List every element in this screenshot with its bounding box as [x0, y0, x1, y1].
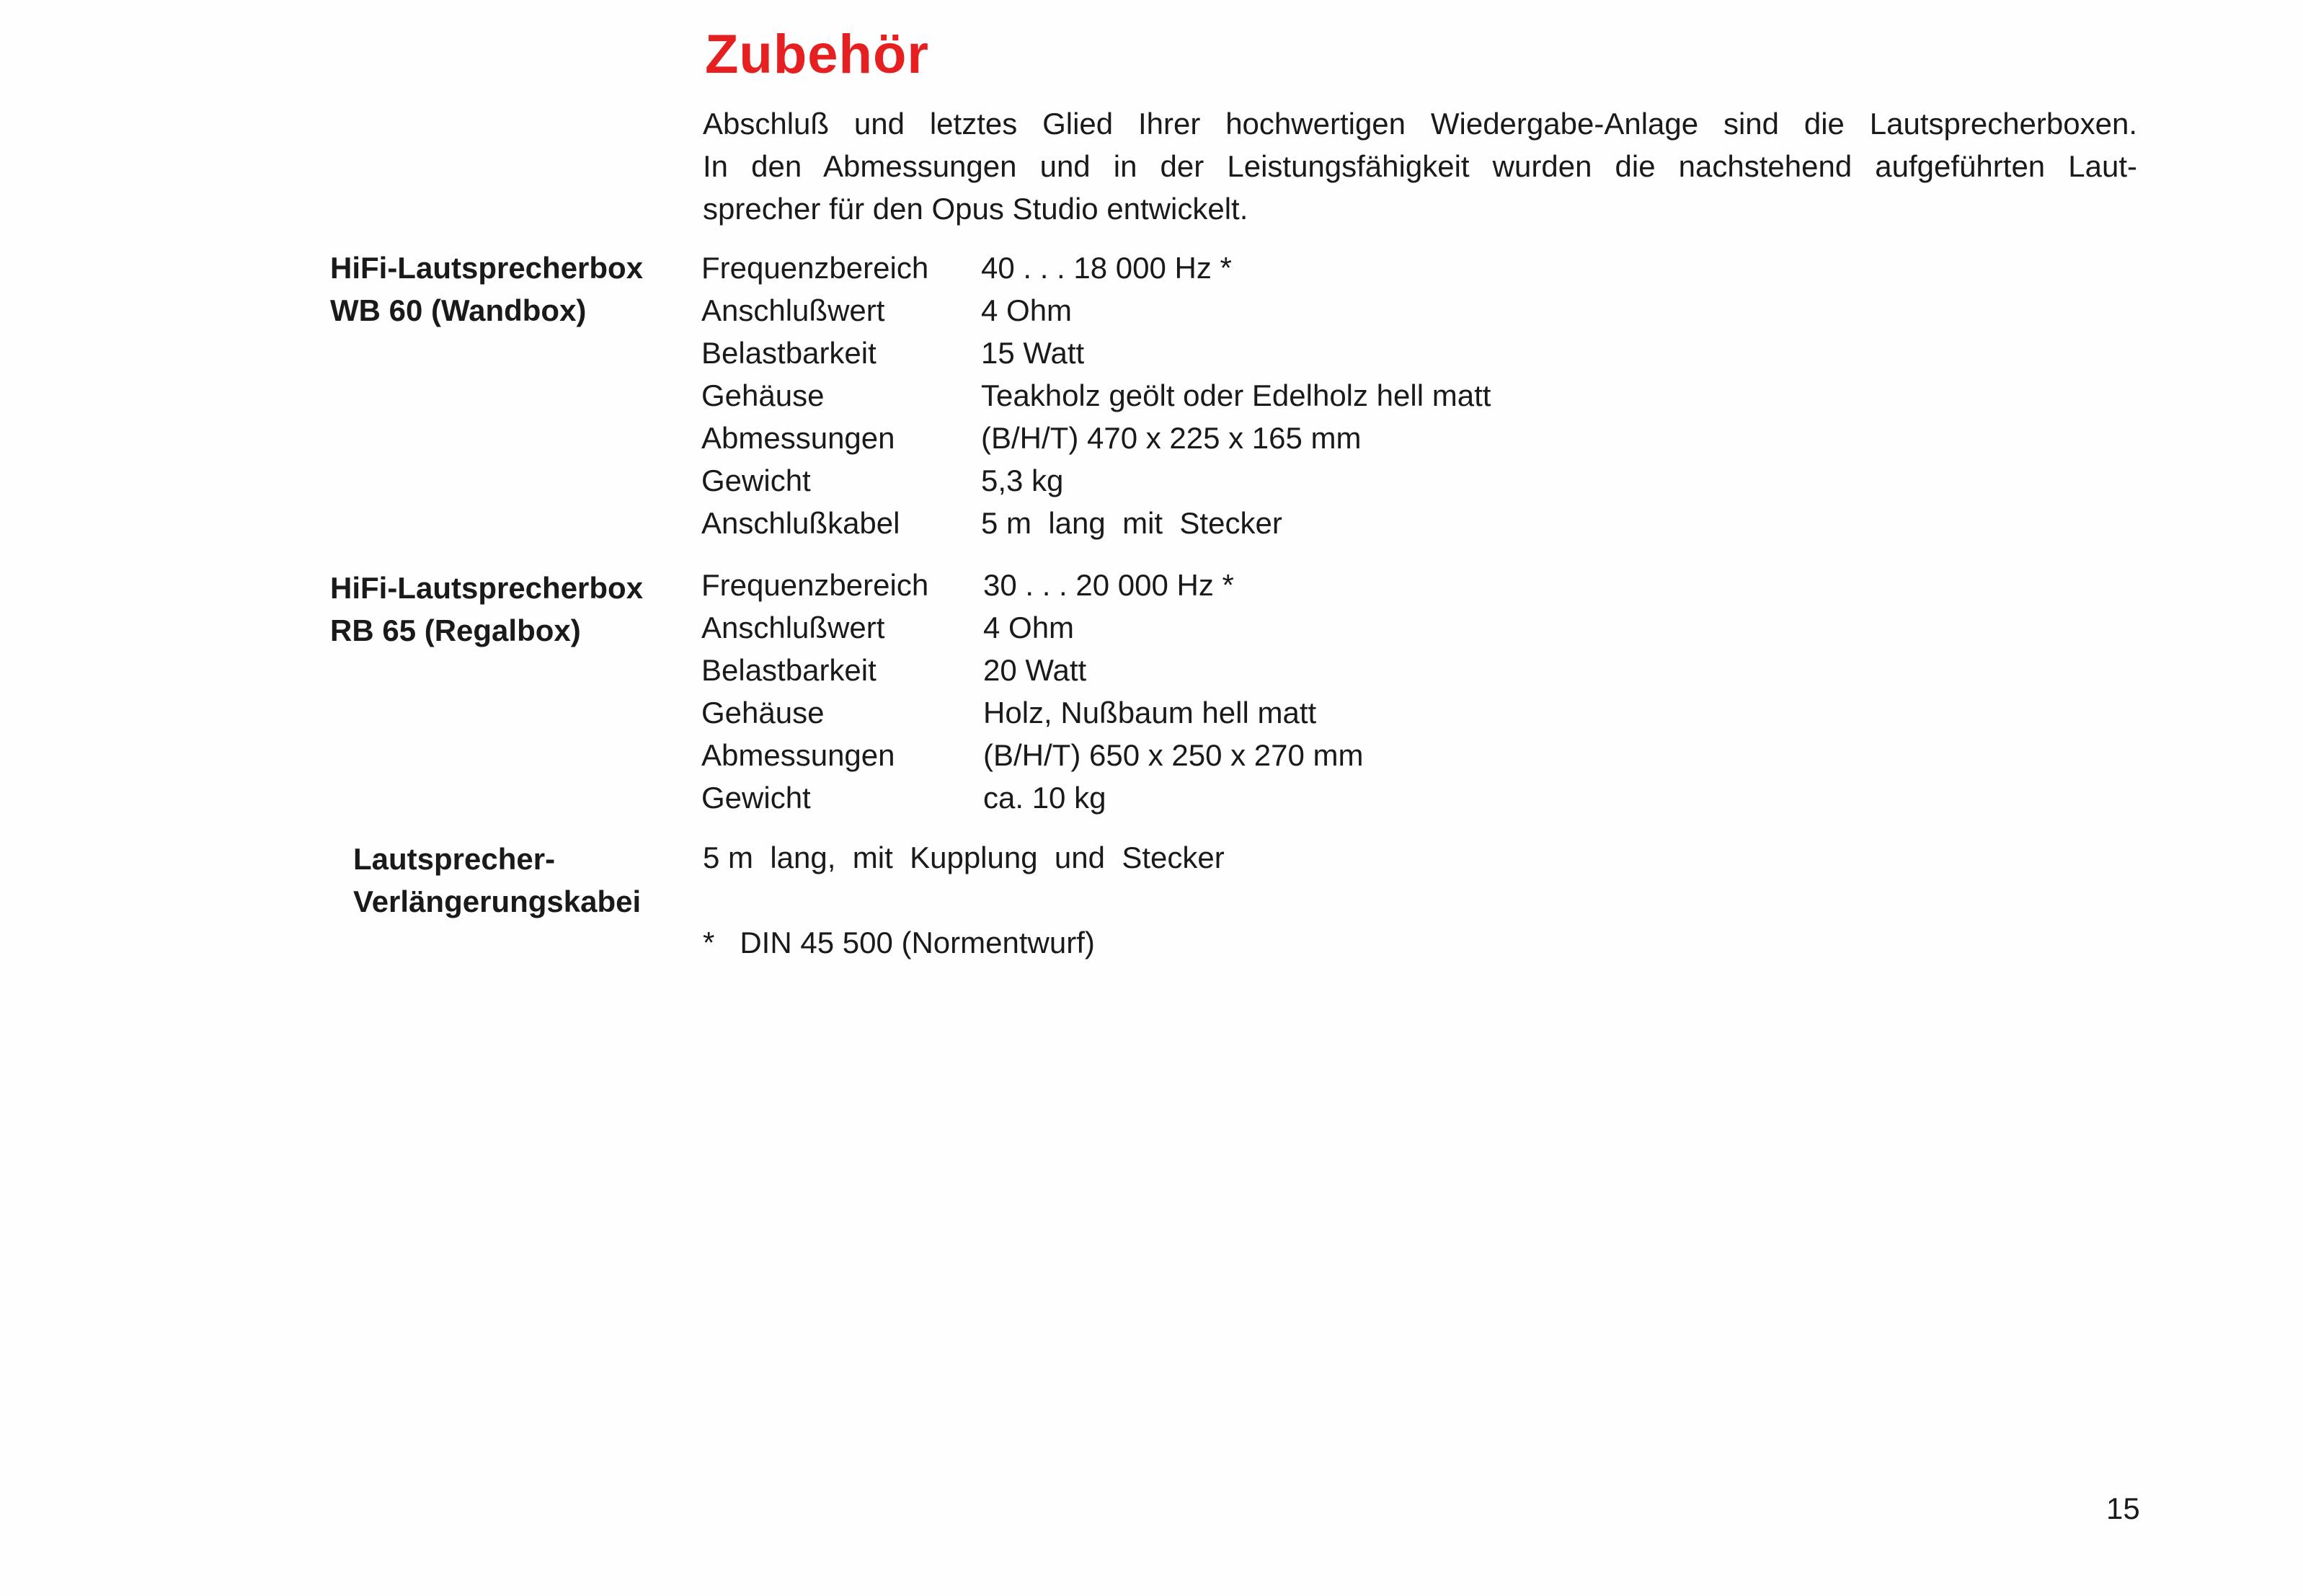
- footnote: * DIN 45 500 (Normentwurf): [703, 926, 1095, 959]
- section-label-cable: [353, 838, 641, 923]
- spec-key: Belastbarkeit: [701, 653, 877, 687]
- spec-key: Gehäuse: [701, 696, 825, 730]
- section-label-rb65: [330, 567, 643, 652]
- spec-value: (B/H/T) 470 x 225 x 165 mm: [981, 421, 1362, 455]
- spec-key: Frequenzbereich: [701, 251, 929, 285]
- spec-value: 20 Watt: [983, 653, 1087, 687]
- spec-value: 30 . . . 20 000 Hz *: [983, 568, 1234, 602]
- page-title: Zubehör: [705, 24, 929, 85]
- spec-key: Gewicht: [701, 464, 811, 497]
- section-label-line: WB 60 (Wandbox): [330, 293, 587, 327]
- spec-key: Belastbarkeit: [701, 336, 877, 370]
- spec-value: 15 Watt: [981, 336, 1085, 370]
- section-label-line: Lautsprecher-: [353, 842, 556, 876]
- section-label-line: RB 65 (Regalbox): [330, 613, 581, 647]
- spec-key: Abmessungen: [701, 421, 895, 455]
- intro-line: sprecher für den Opus Studio entwickelt.: [703, 192, 1248, 226]
- spec-value: 5 m lang mit Stecker: [981, 506, 1282, 540]
- intro-paragraph: [703, 102, 2137, 230]
- section-label-line: HiFi-Lautsprecherbox: [330, 571, 644, 605]
- spec-key: Abmessungen: [701, 738, 895, 772]
- section-label-line: Verlängerungskabei: [353, 885, 642, 918]
- spec-value: Holz, Nußbaum hell matt: [983, 696, 1317, 730]
- section-label-line: HiFi-Lautsprecherbox: [330, 251, 644, 285]
- spec-key: Anschlußkabel: [701, 506, 900, 540]
- spec-value: Teakholz geölt oder Edelholz hell matt: [981, 378, 1491, 412]
- spec-value: 4 Ohm: [981, 293, 1073, 327]
- spec-value: (B/H/T) 650 x 250 x 270 mm: [983, 738, 1364, 772]
- spec-value: ca. 10 kg: [983, 781, 1106, 815]
- section-label-wb60: [330, 247, 643, 332]
- spec-key: Anschlußwert: [701, 611, 885, 644]
- page-number: 15: [2106, 1491, 2140, 1525]
- spec-value: 5,3 kg: [981, 464, 1064, 497]
- spec-key: Frequenzbereich: [701, 568, 929, 602]
- spec-value: 40 . . . 18 000 Hz *: [981, 251, 1232, 285]
- spec-key: Gehäuse: [701, 378, 825, 412]
- spec-value: 4 Ohm: [983, 611, 1075, 644]
- spec-key: Anschlußwert: [701, 293, 885, 327]
- intro-line: Abschluß und letztes Glied Ihrer hochwertigen Wiedergabe-Anlage sind die Lautsprecherboxen.: [703, 107, 2137, 141]
- intro-line: In den Abmessungen und in der Leistungsfähigkeit wurden die nachstehend aufgeführten Laut-: [703, 149, 2137, 183]
- spec-key: Gewicht: [701, 781, 811, 815]
- cable-description: 5 m lang, mit Kupplung und Stecker: [703, 841, 1225, 874]
